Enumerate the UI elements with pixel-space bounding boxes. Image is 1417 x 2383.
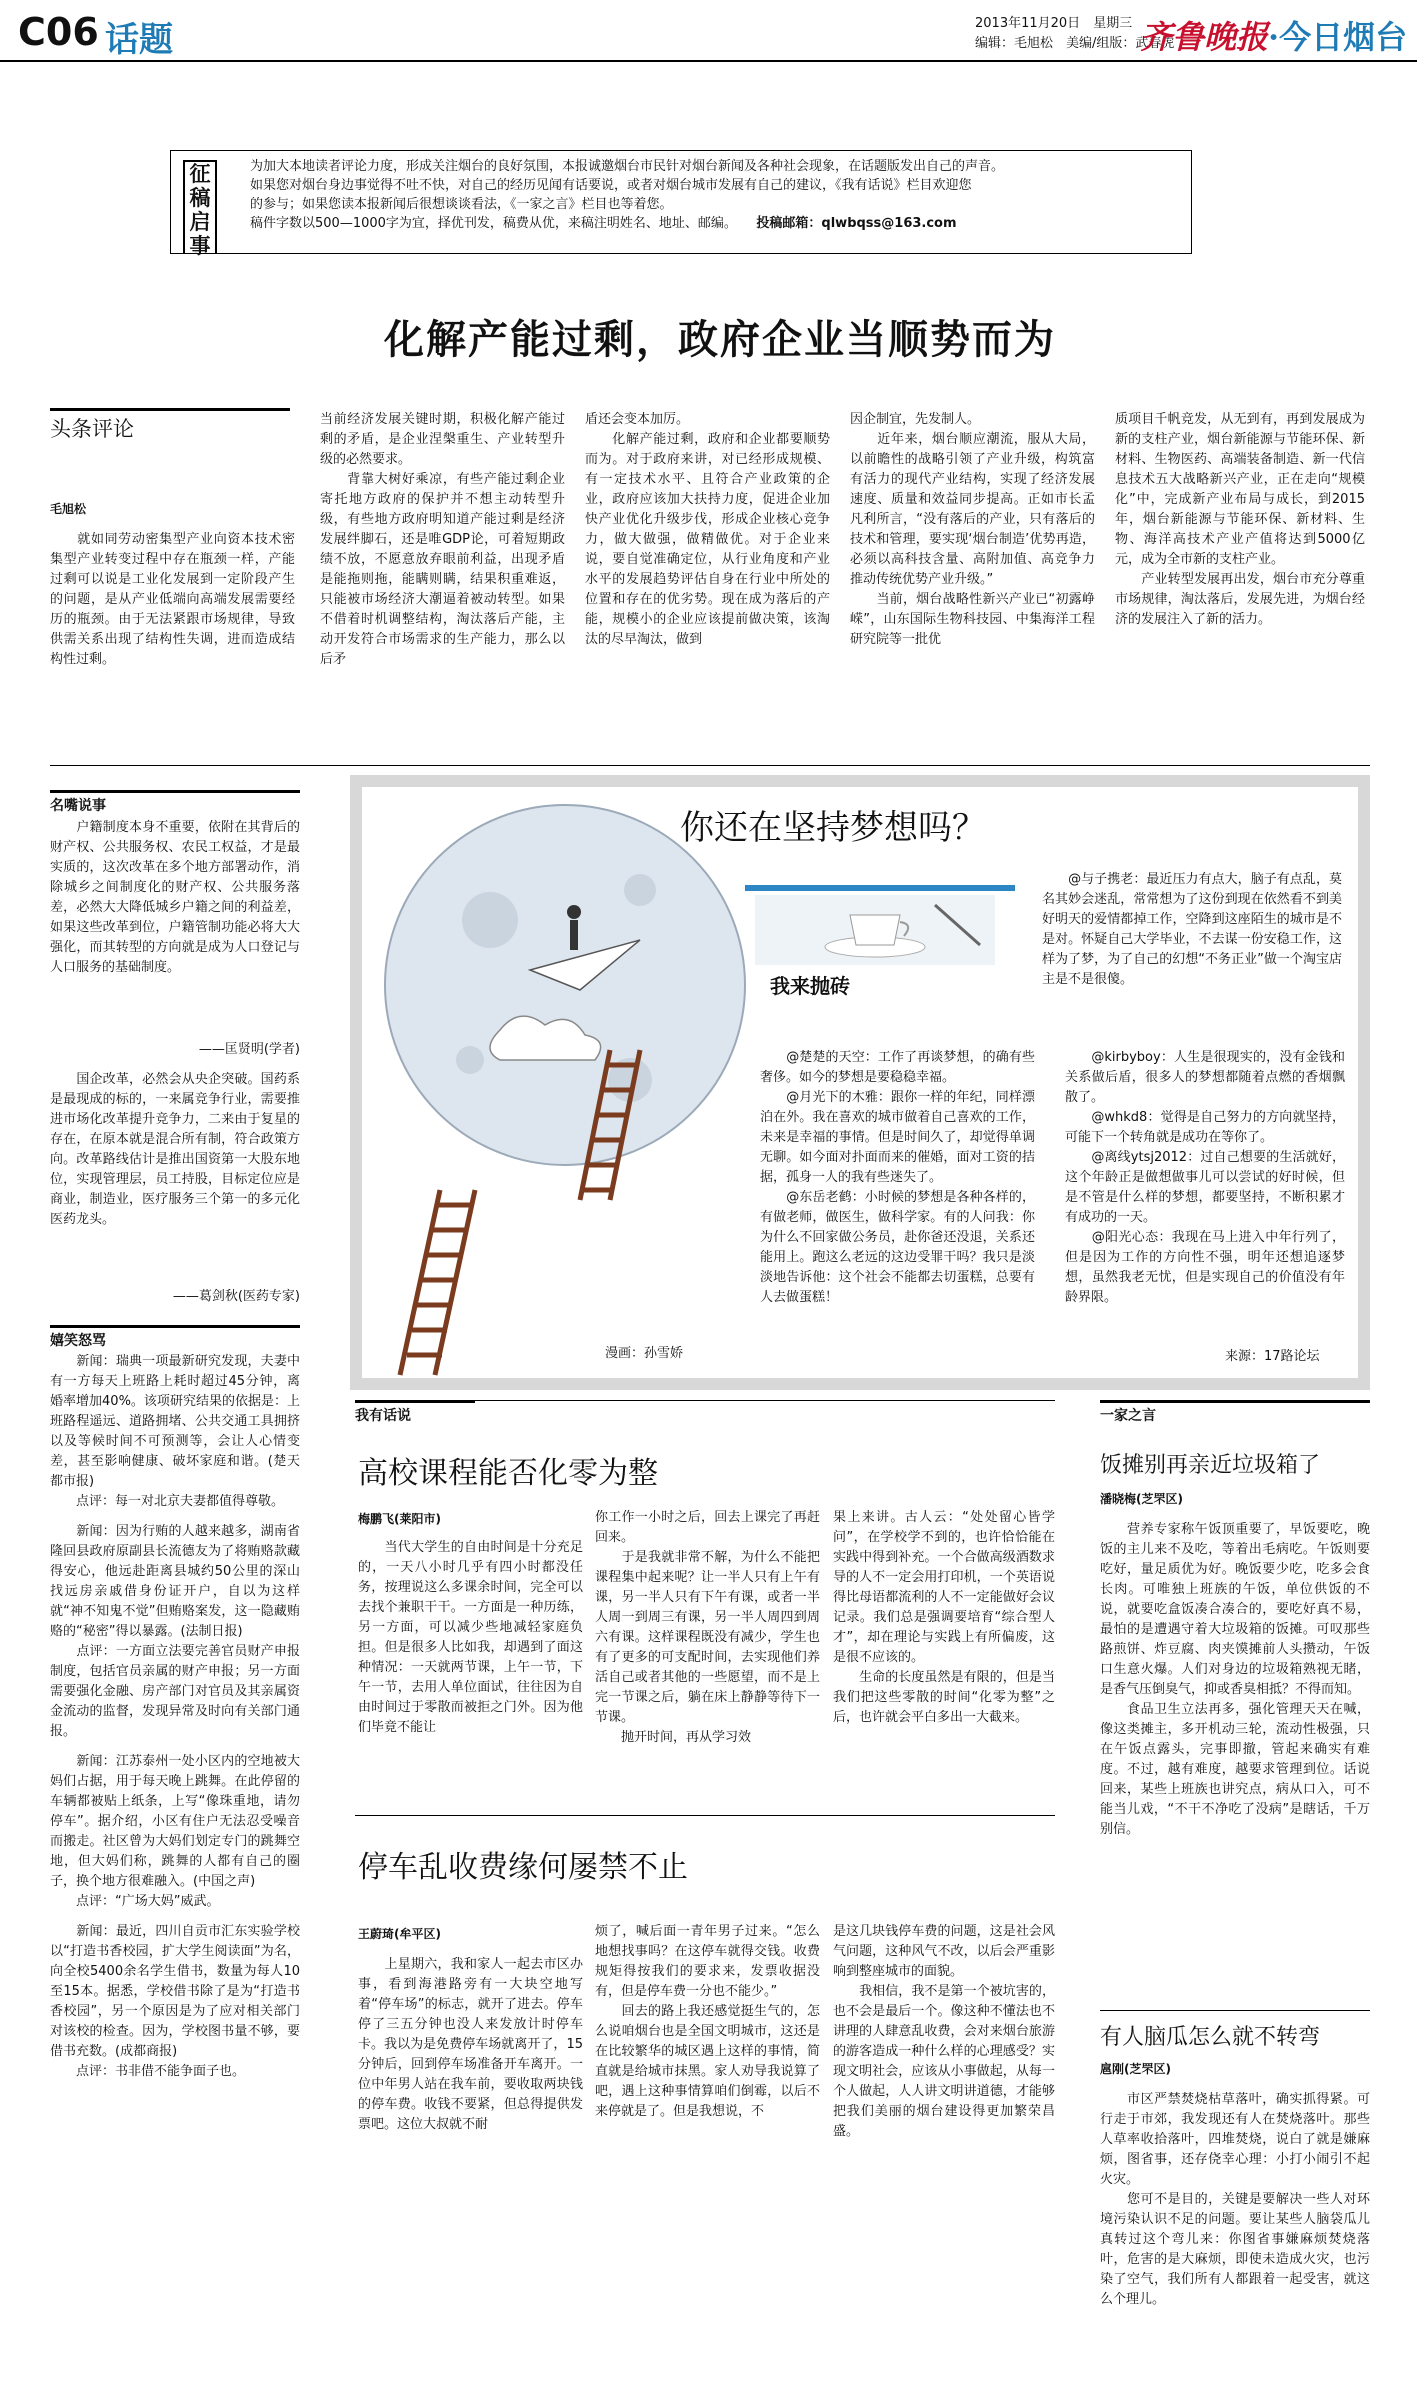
xixiao-comment-4: 点评：书非借不能争面子也。 — [50, 2064, 246, 2079]
article-a-rule — [355, 1400, 1055, 1401]
editors-line: 编辑：毛旭松 美编/组版：武春虎 — [975, 36, 1175, 51]
article-d-headline: 有人脑瓜怎么就不转弯 — [1100, 2025, 1321, 2050]
article-b-author: 王蔚琦(牟平区) — [358, 1927, 441, 1941]
article-a-tag: 我有话说 — [355, 1400, 475, 1425]
moon-crater — [624, 874, 656, 906]
article-b-col-1: 上星期六，我和家人一起去市区办事，看到海港路旁有一大块空地写着“停车场”的标志，就开了进去。停车停了三五分钟也没人来发放计时停车卡。我以为是免费停车场就离开了，15分钟后，回到停车场准备开车离开。一位中年男人站在我车前，要收取两块钱的停车费。收钱不要紧，但总得提供发票吧。这位大叔就不耐 — [358, 1957, 583, 2132]
lead-bottom-rule — [50, 765, 1370, 766]
xixiao-comment-2: 点评：一方面立法要完善官员财产申报制度，包括官员亲属的财产申报；另一方面需要强化金融、房产部门对官员及其亲属资金流动的监督，发现异常及时向有关部门通报。 — [50, 1644, 300, 1739]
feature-illustration — [380, 800, 770, 1380]
notice-email: 投稿邮箱：qlwbqss@163.com — [756, 216, 957, 231]
xixiao-comment-1: 点评：每一对北京夫妻都值得尊敬。 — [50, 1494, 285, 1509]
feature-source: 来源：17路论坛 — [1225, 1349, 1320, 1364]
subtitle-bar — [745, 885, 1015, 891]
mingzui-sig2: ——葛剑秋(医药专家) — [172, 1289, 300, 1304]
notice-line-4-text: 稿件字数以500—1000字为宜，择优刊发，稿费从优，来稿注明姓名、地址、邮编。 — [250, 216, 731, 231]
article-c-author: 潘晓梅(芝罘区) — [1100, 1492, 1183, 1506]
figure-head — [567, 905, 581, 919]
date-text: 2013年11月20日 — [975, 16, 1081, 31]
article-a-col-2: 你工作一小时之后，回去上课完了再赶回来。 于是我就非常不解，为什么不能把课程集中起来呢？让一半人只有上午有课，另一半人只有下午有课，或者一半人周一到周三有课，另一半人周四到周六有课。这样课程既没有减少，学生也有了更多的可支配时间，去实现他们养活自己或者其他的一些愿望，而不是上完一节课之后，躺在床上静静等待下一节课。 抛开时间，再从学习效 — [595, 1510, 820, 1745]
notice-line-1: 为加大本地读者评论力度，形成关注烟台的良好氛围，本报诚邀烟台市民针对烟台新闻及各种社会现象，在话题版发出自己的声音。 — [250, 159, 1005, 174]
article-b-col-3: 是这几块钱停车费的问题，这是社会风气问题，这种风气不改，以后会严重影响到整座城市的面貌。 我相信，我不是第一个被坑害的，也不会是最后一个。像这种不懂法也不讲理的人肆意乱收费，会对来烟台旅游的游客造成一种什么样的心理感受？实现文明社会，应该从小事做起，从每一个人做起，人人讲文明讲道德，才能够把我们美丽的烟台建设得更加繁荣昌盛。 — [833, 1924, 1055, 2139]
article-b-rule — [355, 1815, 1055, 1816]
article-a-author: 梅鹏飞(莱阳市) — [358, 1512, 441, 1526]
mingzui-tag: 名嘴说事 — [50, 790, 300, 815]
lead-col-1: 就如同劳动密集型产业向资本技术密集型产业转变过程中存在瓶颈一样，产能过剩可以说是工业化发展到一定阶段产生的问题，是从产业低端向高端发展需要经历的瓶颈。由于无法紧跟市场规律，导致供需关系出现了结构性失调，进而造成结构性过剩。 — [50, 532, 295, 667]
mingzui-p2: 国企改革，必然会从央企突破。国药系是最现成的标的，一来属竞争行业，需要推进市场化改革提升竞争力，二来由于复星的存在，在原本就是混合所有制，符合政策方向。改革路线估计是推出国资第一大股东地位，实现管理层，员工持股，目标定位应是商业，制造业，医疗服务三个第一的多元化医药龙头。 — [50, 1072, 300, 1227]
notice-line-3: 的参与；如果您读本报新闻后很想谈谈看法，《一家之言》栏目也等着您。 — [250, 197, 673, 212]
xixiao-item-2 — [50, 1522, 300, 1742]
masthead-dot: · — [1268, 18, 1280, 56]
lead-col-3: 盾还会变本加厉。 化解产能过剩，政府和企业都要顺势而为。对于政府来讲，对已经形成规模、有一定技术水平、且符合产业政策的企业，政府应该加大扶持力度，促进企业加快产业优化升级步伐，形成企业核心竞争力，做大做强，做精做优。对于企业来说，要自觉准确定位，从行业角度和产业水平的发展趋势评估自身在行业中所处的位置和存在的优劣势。现在成为落后的产能，规模小的企业应该提前做决策，该淘汰的尽早淘汰，做到 — [585, 412, 830, 647]
weekday-text: 星期三 — [1093, 16, 1133, 31]
lead-col-4: 因企制宜，先发制人。 近年来，烟台顺应潮流，服从大局，以前瞻性的战略引领了产业升级，构筑富有活力的现代产业结构，实现了经济发展速度、质量和效益同步提高。正如市长孟凡利所言，“没有落后的产业，只有落后的技术和管理，要实现‘烟台制造’优势再造，必须以高科技含量、高附加值、高竞争力推动传统优势产业升级。” 当前，烟台战略性新兴产业已“初露峥嵘”，山东国际生物科技园、中集海洋工程研究院等一批优 — [850, 412, 1095, 647]
xixiao-news-2: 新闻：因为行贿的人越来越多，湖南省隆回县政府原副县长流德友为了将贿赂款藏得安心，他远赴距离县城约50公里的深山找远房亲戚借身份证开户，自以为这样就“神不知鬼不觉”但贿赂案发，这一隐藏贿赂的“秘密”得以暴露。(法制日报) — [50, 1524, 300, 1639]
lead-col-2: 当前经济发展关键时期，积极化解产能过剩的矛盾，是企业涅槃重生、产业转型升级的必然要求。 背靠大树好乘凉，有些产能过剩企业寄托地方政府的保护并不想主动转型升级，有些地方政府明知道产能过剩是经济发展绊脚石，还是唯GDP论，可着短期政绩不放，不愿意放弃眼前利益，出现矛盾是能拖则拖，能瞒则瞒，结果积重难返，只能被市场经济大潮逼着被动转型。如果不借着时机调整结构，淘汰落后产能，主动开发符合市场需求的生产能力，那么以后矛 — [320, 412, 565, 667]
header-rule — [0, 60, 1417, 62]
illustration-credit: 漫画：孙雪娇 — [605, 1346, 684, 1361]
xixiao-comment-3: 点评：“广场大妈”威武。 — [50, 1894, 220, 1909]
coffee-cup-icon — [755, 895, 995, 965]
mingzui-p1: 户籍制度本身不重要，依附在其背后的财产权、公共服务权、农民工权益，才是最实质的，这次改革在多个地方部署动作，消除城乡之间制度化的财产权、公共服务落差，必然大大降低城乡户籍之间的利益差，如果这些改革到位，户籍管制功能必将大大强化，而其转型的方向就是成为人口登记与人口服务的基础制度。 — [50, 820, 300, 975]
notice-text — [250, 157, 1185, 233]
article-a-headline: 高校课程能否化零为整 — [358, 1456, 658, 1491]
moon-crater — [462, 892, 518, 948]
xixiao-item-1 — [50, 1352, 300, 1512]
figure-person — [570, 920, 578, 950]
ladder-lower — [400, 1190, 475, 1375]
feature-subtitle: 我来抛砖 — [770, 974, 850, 998]
xixiao-item-3 — [50, 1752, 300, 1912]
section-title: 话题 — [105, 20, 173, 60]
article-a-col-3: 果上来讲。古人云：“处处留心皆学问”，在学校学不到的，也许恰恰能在实践中得到补充。一个合做高级酒数求导的人不一定会用打印机，一个英语说得比母语都流利的人不一定能做好会议记录。我们总是强调要培育“综合型人才”，却在理论与实践上有所偏废，这是很不应该的。 生命的长度虽然是有限的，但是当我们把这些零散的时间“化零为整”之后，也许就会平白多出一大截来。 — [833, 1510, 1055, 1725]
xixiao-news-3: 新闻：江苏泰州一处小区内的空地被大妈们占据，用于每天晚上跳舞。在此停留的车辆都被贴上纸条，上写“像珠重地，请勿停车”。据介绍，小区有住户无法忍受噪音而搬走。社区曾为大妈们划定专门的跳舞空地，但大妈们称，跳舞的人都有自己的圈子，换个地方很难融入。(中国之声) — [50, 1754, 300, 1889]
feature-post-1: @与子携老：最近压力有点大，脑子有点乱，莫名其妙会迷乱，常常想为了这份到现在依然看不到美好明天的爱情都掉工作，空降到这座陌生的城市是不是对。怀疑自己大学毕业，不去谋一份安稳工作，这样为了梦，为了自己的幻想“不务正业”做一个淘宝店主是不是很傻。 — [1042, 872, 1342, 987]
xixiao-news-4: 新闻：最近，四川自贡市汇东实验学校以“打造书香校园，扩大学生阅读面”为名，向全校5400余名学生借书，数量为每人10至15本。据悉，学校借书除了是为“打造书香校园”，另一个原因是为了应对相关部门对该校的检查。因为，学校图书量不够，要借书充数。(成都商报) — [50, 1924, 300, 2059]
issue-date — [975, 12, 1132, 31]
article-c-tag: 一家之言 — [1100, 1400, 1370, 1425]
mingzui-sig1: ——匡贤明(学者) — [198, 1042, 300, 1057]
xixiao-item-4 — [50, 1922, 300, 2082]
article-a-col-1: 当代大学生的自由时间是十分充足的，一天八小时几乎有四小时都没任务，按理说这么多课余时间，完全可以去找个兼职干干。一方面是一种历练，另一方面，可以减少些地减轻家庭负担。但是很多人比如我，却遇到了面这种情况：一天就两节课，上午一节，下午一节，去用人单位面试，往往因为自由时间过于零散而被拒之门外。因为他们毕竟不能让 — [358, 1540, 583, 1735]
notice-line-4 — [250, 214, 1185, 233]
paper-name: 齐鲁晚报 — [1140, 18, 1269, 56]
article-c-body: 营养专家称午饭顶重要了，早饭要吃，晚饭的主儿来不及吃，等着出毛病吃。午饭则要吃好，量足质优为好。晚饭要少吃，吃多会食长肉。可唯独上班族的午饭，单位供饭的不说，就要吃盒饭凑合凑合的，要吃好真不易，最怕的是遭遇守着大垃圾箱的饭摊。可叹那些路煎饼、炸豆腐、肉夹馍摊前人头攒动，午饭口生意火爆。人们对身边的垃圾箱熟视无睹，是香气压倒臭气，抑或香臭相抵？不得而知。 食品卫生立法再多，强化管理天天在喊，像这类摊主，多开机动三轮，流动性极强，只在午饭点露头，完事即撤，管起来确实有难度。不过，越有难度，越要求管理到位。话说回来，某些上班族也讲究点，病从口入，可不能当儿戏，“不干不净吃了没病”是瞎话，千万别信。 — [1100, 1522, 1370, 1837]
lead-tag: 头条评论 — [50, 408, 290, 443]
xixiao-list — [50, 1352, 300, 2082]
feature-title: 你还在坚持梦想吗？ — [680, 808, 986, 848]
notice-label: 征稿启事 — [183, 160, 217, 254]
article-d-rule — [1100, 2010, 1370, 2011]
lead-headline: 化解产能过剩，政府企业当顺势而为 — [384, 317, 1056, 363]
page-header — [0, 0, 1417, 60]
moon-circle — [385, 805, 745, 1165]
article-b-headline: 停车乱收费缘何屡禁不止 — [358, 1850, 688, 1885]
article-c-headline: 饭摊别再亲近垃圾箱了 — [1100, 1453, 1321, 1478]
article-d-author: 扈刚(芝罘区) — [1100, 2062, 1171, 2076]
lead-col-5: 质项目千帆竞发，从无到有，再到发展成为新的支柱产业，烟台新能源与节能环保、新材料、生物医药、高端装备制造、新一代信息技术五大战略新兴产业，正在走向“规模化”中，完成新产业布局与成长，到2015年，烟台新能源与节能环保、新材料、生物、海洋高技术产业产值将达到5000亿元，成为全市新的支柱产业。 产业转型发展再出发，烟台市充分尊重市场规律，淘汰落后，发展先进，为烟台经济的发展注入了新的活力。 — [1115, 412, 1365, 627]
lead-author: 毛旭松 — [50, 502, 87, 516]
xixiao-news-1: 新闻：瑞典一项最新研究发现，夫妻中有一方每天上班路上耗时超过45分钟，离婚率增加40%。该项研究结果的依据是：上班路程遥远、道路拥堵、公共交通工具拥挤以及等候时间不可预测等，会让人心情变差，甚至影响健康、破坏家庭和谐。(楚天都市报) — [50, 1354, 300, 1489]
edition-name: 今日烟台 — [1279, 18, 1408, 56]
page-number: C06 — [18, 10, 99, 54]
feature-col-2: @楚楚的天空：工作了再谈梦想，的确有些奢侈。如今的梦想是要稳稳幸福。 @月光下的木雅：跟你一样的年纪，同样漂泊在外。我在喜欢的城市做着自己喜欢的工作，未来是幸福的事情。但是时间久了，却觉得单调无聊。如今面对扑面而来的催婚，面对工资的拮据，孤身一人的我有些迷失了。 @东岳老鹤：小时候的梦想是各种各样的，有做老师，做医生，做科学家。有的人问我：你为什么不回家做公务员，赴你爸还没退，关系还能用上。跑这么老远的这边受罪干吗？我只是淡淡地告诉他：这个社会不能都去切蛋糕，总要有人去做蛋糕！ — [760, 1050, 1035, 1305]
article-d-body: 市区严禁焚烧枯草落叶，确实抓得紧。可行走于市郊，我发现还有人在焚烧落叶。那些人草率收拾落叶，四堆焚烧，说白了就是嫌麻烦，图省事，还存侥幸心理：小打小闹引不起火灾。 您可不是目的，关键是要解决一些人对环境污染认识不足的问题。要让某些人脑袋瓜儿真转过这个弯儿来：你图省事嫌麻烦焚烧落叶，危害的是大麻烦，即使未造成火灾，也污染了空气，我们所有人都跟着一起受害，就这么个理儿。 — [1100, 2092, 1370, 2307]
moon-crater — [456, 1046, 484, 1074]
notice-line-2: 如果您对烟台身边事觉得不吐不快，对自己的经历见闻有话要说，或者对烟台城市发展有自己的建议，《我有话说》栏目欢迎您 — [250, 178, 972, 193]
paper-masthead — [1140, 12, 1407, 58]
xixiao-tag: 嬉笑怒骂 — [50, 1325, 300, 1350]
article-b-col-2: 烦了，喊后面一青年男子过来。“怎么地想找事吗？在这停车就得交钱。收费规矩得按我们的要求来，发票收据没有，但是停车费一分也不能少。” 回去的路上我还感觉挺生气的，怎么说咱烟台也是全国文明城市，这还是在比较繁华的城区遇上这样的事情，简直就是给城市抹黑。家人劝导我说算了吧，遇上这种事情算咱们倒霉，以后不来停就是了。但是我想说，不 — [595, 1924, 820, 2119]
feature-col-3: @kirbyboy：人生是很现实的，没有金钱和关系做后盾，很多人的梦想都随着点燃的香烟飘散了。 @whkd8：觉得是自己努力的方向就坚持，可能下一个转角就是成功在等你了。 @离线ytsj2012：过自己想要的生活就好，这个年龄正是做想做事儿可以尝试的好时候，但是不管是什么样的梦想，都要坚持，不断积累才有成功的一天。 @阳光心态：我现在马上进入中年行列了，但是因为工作的方向性不强，明年还想追逐梦想，虽然我老无忧，但是实现自己的价值没有年龄界限。 — [1065, 1050, 1345, 1305]
